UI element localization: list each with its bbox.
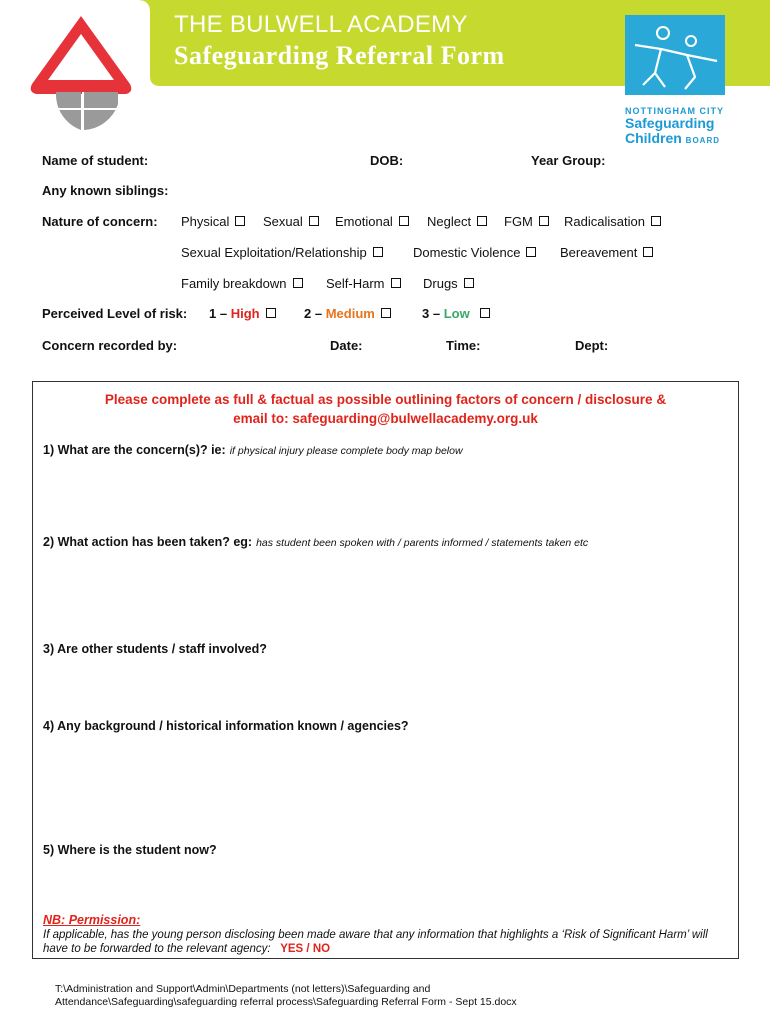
partner-logo-line3 bbox=[625, 131, 745, 148]
children-figures-icon bbox=[625, 15, 725, 95]
year-group-label: Year Group: bbox=[531, 153, 606, 168]
academy-logo bbox=[26, 12, 136, 134]
date-label: Date: bbox=[330, 338, 363, 353]
checkbox[interactable] bbox=[399, 216, 409, 226]
dob-label: DOB: bbox=[370, 153, 404, 168]
siblings-label: Any known siblings: bbox=[42, 183, 169, 198]
concern-emotional[interactable]: Emotional bbox=[335, 214, 409, 229]
concern-sexual[interactable]: Sexual bbox=[263, 214, 319, 229]
checkbox[interactable] bbox=[480, 308, 490, 318]
file-path-footer: T:\Administration and Support\Admin\Departments (not letters)\Safeguarding and Attendance\Safeguarding\safeguarding referral process\Safeguarding Referral Form - Sept 15.docx bbox=[55, 983, 517, 1008]
partner-logo-board: BOARD bbox=[685, 136, 721, 145]
checkbox[interactable] bbox=[293, 278, 303, 288]
question-5: 5) Where is the student now? bbox=[43, 843, 217, 857]
dept-label: Dept: bbox=[575, 338, 609, 353]
checkbox[interactable] bbox=[309, 216, 319, 226]
checkbox[interactable] bbox=[539, 216, 549, 226]
checkbox[interactable] bbox=[464, 278, 474, 288]
concern-domestic-violence[interactable]: Domestic Violence bbox=[413, 245, 536, 260]
yes-option[interactable]: YES bbox=[280, 943, 304, 955]
checkbox[interactable] bbox=[651, 216, 661, 226]
risk-medium-option[interactable]: 2 – Medium bbox=[304, 306, 391, 321]
concern-fgm[interactable]: FGM bbox=[504, 214, 549, 229]
concern-self-harm[interactable]: Self-Harm bbox=[326, 276, 401, 291]
name-label: Name of student: bbox=[42, 153, 149, 168]
checkbox[interactable] bbox=[526, 247, 536, 257]
concern-bereavement[interactable]: Bereavement bbox=[560, 245, 653, 260]
question-2: 2) What action has been taken? eg: has student been spoken with / parents informed / statements taken etc bbox=[43, 535, 589, 549]
checkbox[interactable] bbox=[266, 308, 276, 318]
school-name: THE BULWELL ACADEMY bbox=[174, 11, 468, 38]
checkbox[interactable] bbox=[643, 247, 653, 257]
nb-permission-text: If applicable, has the young person disclosing been made aware that any information that highlights a ‘Risk of Significant Harm’ will have to be forwarded to the relevant agency: YES / NO bbox=[43, 929, 708, 955]
concern-family-breakdown[interactable]: Family breakdown bbox=[181, 276, 303, 291]
question-3: 3) Are other students / staff involved? bbox=[43, 642, 267, 656]
partner-logo-line1: NOTTINGHAM CITY bbox=[625, 106, 724, 116]
recorded-by-label: Concern recorded by: bbox=[42, 338, 178, 353]
no-option[interactable]: NO bbox=[312, 943, 331, 955]
time-label: Time: bbox=[446, 338, 481, 353]
partner-logo-line2: Safeguarding bbox=[625, 115, 715, 131]
nb-permission-title: NB: Permission: bbox=[43, 913, 141, 927]
concern-drugs[interactable]: Drugs bbox=[423, 276, 474, 291]
checkbox[interactable] bbox=[373, 247, 383, 257]
risk-high-option[interactable]: 1 – High bbox=[209, 306, 276, 321]
nature-of-concern-label: Nature of concern: bbox=[42, 214, 158, 229]
instructions: Please complete as full & factual as possible outlining factors of concern / disclosure & email to: safeguarding@bulwellacademy.org.uk bbox=[104, 392, 667, 426]
question-1: 1) What are the concern(s)? ie: if physical injury please complete body map below bbox=[43, 443, 463, 457]
risk-label: Perceived Level of risk: bbox=[42, 306, 188, 321]
checkbox[interactable] bbox=[391, 278, 401, 288]
concern-sexual-exploitation[interactable]: Sexual Exploitation/Relationship bbox=[181, 245, 383, 260]
checkbox[interactable] bbox=[235, 216, 245, 226]
partner-logo bbox=[625, 15, 745, 146]
checkbox[interactable] bbox=[477, 216, 487, 226]
concern-physical[interactable]: Physical bbox=[181, 214, 245, 229]
checkbox[interactable] bbox=[381, 308, 391, 318]
question-4: 4) Any background / historical information known / agencies? bbox=[43, 719, 409, 733]
concern-neglect[interactable]: Neglect bbox=[427, 214, 487, 229]
risk-low-option[interactable]: 3 – Low bbox=[422, 306, 490, 321]
form-title: Safeguarding Referral Form bbox=[174, 41, 505, 70]
referral-details-box[interactable] bbox=[32, 381, 739, 959]
concern-radicalisation[interactable]: Radicalisation bbox=[564, 214, 661, 229]
partner-logo-children: Children bbox=[625, 130, 682, 146]
